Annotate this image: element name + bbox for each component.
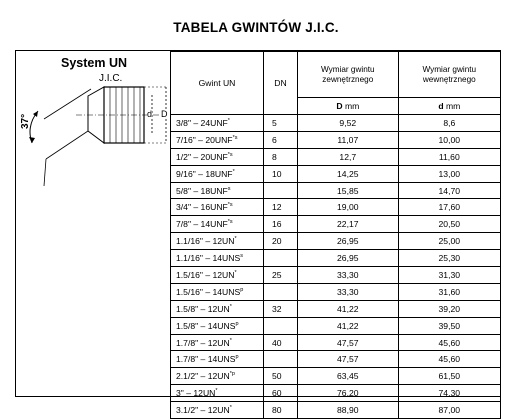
- cell-ext-dim: 11,07: [298, 131, 399, 148]
- cell-dn: [264, 317, 298, 334]
- cell-dn: [264, 182, 298, 199]
- thread-table-frame: [15, 50, 501, 416]
- thread-text: 3" – 12UN: [176, 388, 216, 399]
- thread-text: 2.1/2" – 12UN: [176, 371, 230, 382]
- thread-text: 3/4" – 16UNF: [176, 202, 228, 213]
- thread-marker: *s: [227, 219, 233, 226]
- cell-ext-dim: 14,25: [298, 165, 399, 182]
- cell-int-dim: 13,00: [398, 165, 500, 182]
- table-row: [171, 351, 501, 368]
- thread-text: 1.7/8" – 14UNS: [176, 354, 236, 365]
- fitting-diagram: [16, 51, 169, 396]
- header-int: Wymiar gwintu wewnętrznego: [398, 52, 500, 98]
- cell-dn: 5: [264, 115, 298, 132]
- cell-dn: 10: [264, 165, 298, 182]
- thread-marker: *: [234, 270, 237, 277]
- thread-marker: *: [227, 118, 230, 125]
- cone-guide-lower: [46, 131, 88, 159]
- thread-text: 1.5/8" – 12UN: [176, 303, 230, 314]
- cell-thread: [171, 165, 264, 182]
- thread-marker: *s: [227, 202, 233, 209]
- cell-ext-dim: 41,22: [298, 317, 399, 334]
- cell-thread: [171, 182, 264, 199]
- cell-int-dim: 61,50: [398, 368, 500, 385]
- cell-thread: [171, 334, 264, 351]
- angle-label: 37°: [20, 113, 31, 129]
- cell-ext-dim: 41,22: [298, 300, 399, 317]
- header-ext-unit: [298, 98, 399, 115]
- cell-thread: [171, 283, 264, 300]
- thread-text: 3/8" – 24UNF: [176, 117, 228, 128]
- dim-d-label: d: [147, 109, 153, 119]
- fitting-drawing: [16, 51, 169, 211]
- cone-guide-upper: [44, 89, 91, 119]
- thread-text: 1.1/16" – 14UNS: [176, 253, 241, 264]
- leader-line: [44, 159, 46, 186]
- thread-text: 1.5/16" – 12UN: [176, 269, 235, 280]
- thread-marker: p: [240, 286, 244, 293]
- table-row: [171, 334, 501, 351]
- cell-ext-dim: 63,45: [298, 368, 399, 385]
- cell-dn: 50: [264, 368, 298, 385]
- cell-ext-dim: 12,7: [298, 148, 399, 165]
- thread-marker: *: [229, 303, 232, 310]
- cell-dn: [264, 351, 298, 368]
- cell-int-dim: 25,00: [398, 233, 500, 250]
- thread-text: 1.5/16" – 14UNS: [176, 286, 241, 297]
- table-row: [171, 267, 501, 284]
- cell-dn: 80: [264, 402, 298, 419]
- cell-dn: 12: [264, 199, 298, 216]
- cell-dn: 25: [264, 267, 298, 284]
- cell-dn: 60: [264, 385, 298, 402]
- dim-D-label: D: [161, 109, 168, 119]
- table-row: [171, 148, 501, 165]
- thread-text: 1/2" – 20UNF: [176, 151, 228, 162]
- cell-thread: [171, 402, 264, 419]
- thread-marker: *: [229, 405, 232, 412]
- angle-arrow-top: [33, 111, 38, 117]
- cell-ext-dim: 9,52: [298, 115, 399, 132]
- cell-thread: [171, 233, 264, 250]
- cell-ext-dim: 47,57: [298, 334, 399, 351]
- cell-ext-dim: 47,57: [298, 351, 399, 368]
- thread-text: 1.1/16" – 12UN: [176, 236, 235, 247]
- cell-dn: [264, 250, 298, 267]
- cell-dn: 8: [264, 148, 298, 165]
- cell-int-dim: 39,50: [398, 317, 500, 334]
- cell-int-dim: 11,60: [398, 148, 500, 165]
- cell-int-dim: 45,60: [398, 334, 500, 351]
- table-header-row: [171, 52, 501, 98]
- cell-thread: [171, 368, 264, 385]
- header-ext: Wymiar gwintu zewnętrznego: [298, 52, 399, 98]
- int-unit-symbol: d: [438, 101, 444, 111]
- cell-int-dim: 39,20: [398, 300, 500, 317]
- thread-marker: p: [235, 354, 239, 361]
- thread-marker: s: [227, 185, 231, 192]
- thread-text: 3.1/2" – 12UN: [176, 405, 230, 416]
- cell-ext-dim: 22,17: [298, 216, 399, 233]
- thread-text: 9/16" – 18UNF: [176, 168, 233, 179]
- table-body: [171, 115, 501, 419]
- cell-int-dim: 87,00: [398, 402, 500, 419]
- cell-int-dim: 74,30: [398, 385, 500, 402]
- cell-ext-dim: 88,90: [298, 402, 399, 419]
- table-row: [171, 115, 501, 132]
- table-row: [171, 368, 501, 385]
- thread-marker: *s: [232, 134, 238, 141]
- thread-marker: *: [232, 168, 235, 175]
- cell-thread: [171, 115, 264, 132]
- cell-ext-dim: 15,85: [298, 182, 399, 199]
- cell-thread: [171, 250, 264, 267]
- thread-text: 5/8" – 18UNF: [176, 185, 228, 196]
- page-title: TABELA GWINTÓW J.I.C.: [173, 20, 339, 35]
- cell-ext-dim: 19,00: [298, 199, 399, 216]
- table-row: [171, 216, 501, 233]
- ext-unit: mm: [344, 101, 360, 111]
- cell-int-dim: 17,60: [398, 199, 500, 216]
- table-row: [171, 199, 501, 216]
- cell-ext-dim: 26,95: [298, 250, 399, 267]
- int-unit: mm: [445, 101, 461, 111]
- cell-dn: 16: [264, 216, 298, 233]
- cell-thread: [171, 267, 264, 284]
- thread-marker: s: [240, 253, 243, 260]
- thread-marker: *: [215, 388, 218, 395]
- ext-unit-symbol: D: [336, 101, 343, 111]
- cell-thread: [171, 199, 264, 216]
- thread-table: [170, 51, 501, 419]
- cell-thread: [171, 216, 264, 233]
- header-thread: Gwint UN: [171, 52, 264, 115]
- cell-thread: [171, 148, 264, 165]
- thread-marker: *p: [229, 371, 235, 378]
- table-row: [171, 233, 501, 250]
- system-label: System UN: [61, 56, 127, 70]
- header-int-unit: [398, 98, 500, 115]
- angle-arrow-bottom: [29, 137, 35, 143]
- cell-int-dim: 31,30: [398, 267, 500, 284]
- table-row: [171, 250, 501, 267]
- cell-dn: 32: [264, 300, 298, 317]
- cell-int-dim: 25,30: [398, 250, 500, 267]
- cell-int-dim: 20,50: [398, 216, 500, 233]
- cell-dn: 20: [264, 233, 298, 250]
- cell-int-dim: 10,00: [398, 131, 500, 148]
- cell-thread: [171, 300, 264, 317]
- table-row: [171, 402, 501, 419]
- cell-int-dim: 14,70: [398, 182, 500, 199]
- table-row: [171, 283, 501, 300]
- cell-thread: [171, 385, 264, 402]
- cell-dn: 6: [264, 131, 298, 148]
- cell-dn: 40: [264, 334, 298, 351]
- thread-text: 7/8" – 14UNF: [176, 219, 228, 230]
- thread-text: 1.5/8" – 14UNS: [176, 320, 236, 331]
- thread-text: 7/16" – 20UNF: [176, 134, 233, 145]
- thread-marker: *s: [227, 151, 233, 158]
- cell-ext-dim: 33,30: [298, 267, 399, 284]
- cell-int-dim: 31,60: [398, 283, 500, 300]
- header-dn: DN: [264, 52, 298, 115]
- cell-ext-dim: 26,95: [298, 233, 399, 250]
- cell-thread: [171, 351, 264, 368]
- thread-marker: p: [235, 320, 239, 327]
- cell-thread: [171, 131, 264, 148]
- cell-ext-dim: 33,30: [298, 283, 399, 300]
- cell-int-dim: 8,6: [398, 115, 500, 132]
- table-row: [171, 165, 501, 182]
- table-row: [171, 385, 501, 402]
- table-row: [171, 182, 501, 199]
- cell-ext-dim: 76,20: [298, 385, 399, 402]
- cell-int-dim: 45,60: [398, 351, 500, 368]
- thread-text: 1.7/8" – 12UN: [176, 337, 230, 348]
- thread-marker: *: [234, 236, 237, 243]
- thread-marker: *: [229, 337, 232, 344]
- cell-dn: [264, 283, 298, 300]
- table-row: [171, 317, 501, 334]
- table-row: [171, 300, 501, 317]
- cell-thread: [171, 317, 264, 334]
- table-row: [171, 131, 501, 148]
- jic-label: J.I.C.: [99, 73, 123, 84]
